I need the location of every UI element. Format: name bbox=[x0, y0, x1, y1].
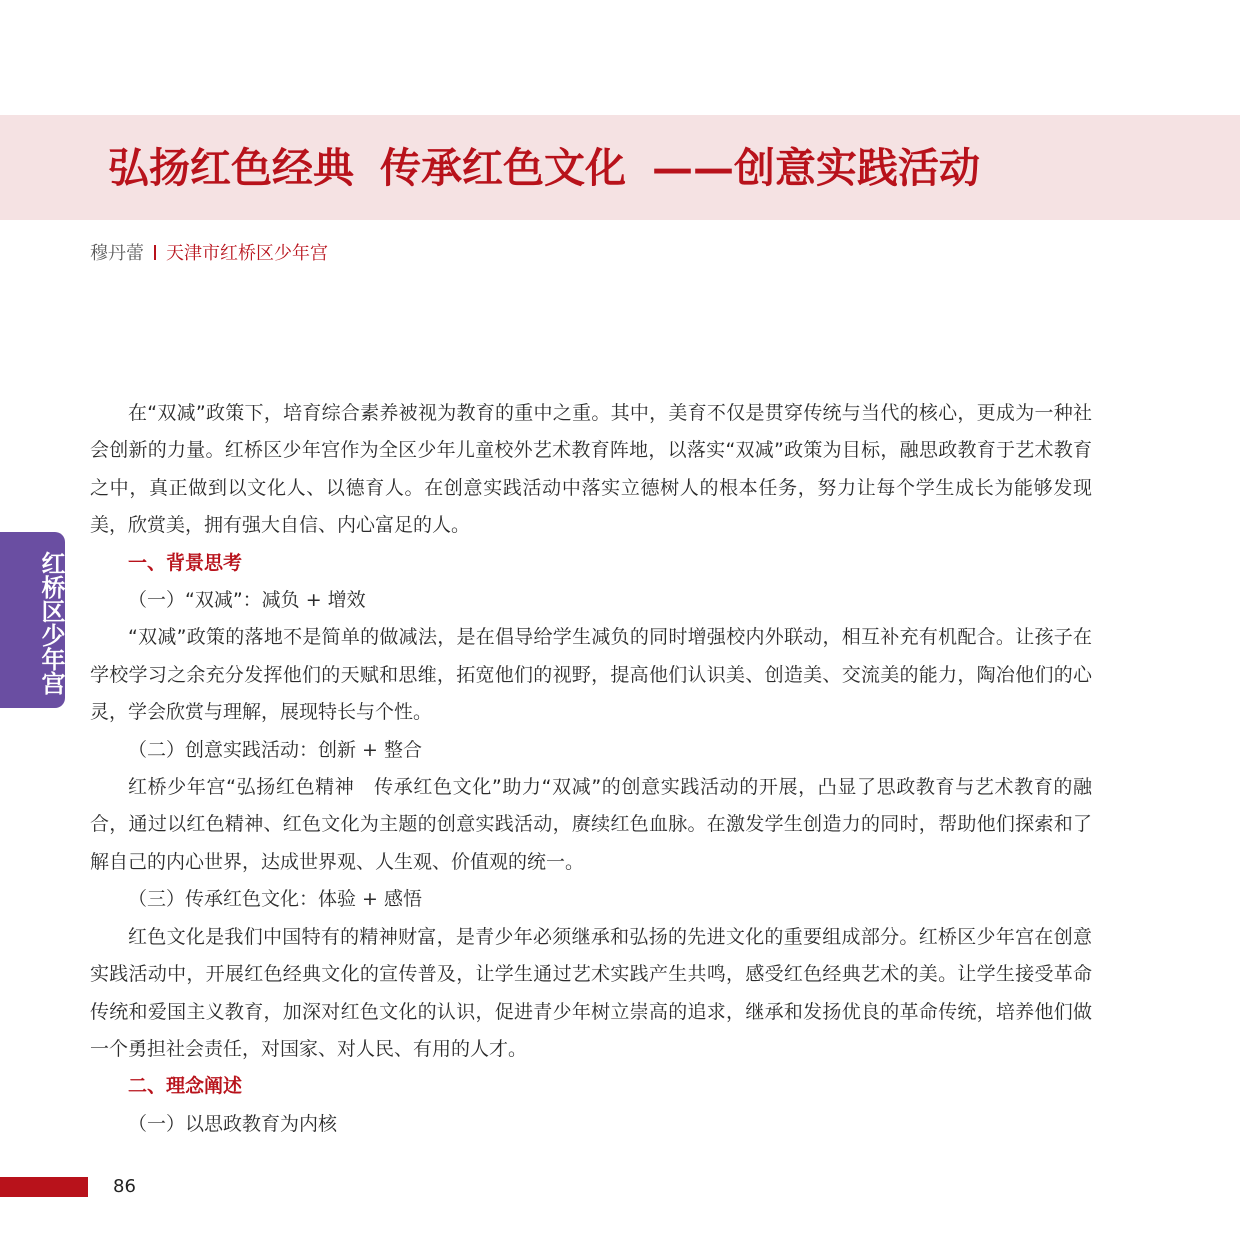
side-tab-label: 红桥区少年宫 bbox=[37, 551, 65, 695]
article-body bbox=[90, 395, 1092, 1143]
subheading-red-culture: （三）传承红色文化：体验 + 感悟 bbox=[128, 888, 422, 911]
paragraph-red-culture: 红色文化是我们中国特有的精神财富，是青少年必须继承和弘扬的先进文化的重要组成部分。红桥区少年宫在创意实践活动中，开展红色经典文化的宣传普及，让学生通过艺术实践产生共鸣，感受红色经典艺术的美。让学生接受革命传统和爱国主义教育，加深对红色文化的认识，促进青少年树立崇高的追求，继承和发扬优良的革命传统，培养他们做一个勇担社会责任，对国家、对人民、有用的人才。 bbox=[90, 925, 1092, 1060]
author-name: 穆丹蕾 bbox=[90, 243, 144, 264]
title-part-3: ——创意实践活动 bbox=[652, 144, 980, 192]
page-number: 86 bbox=[113, 1176, 136, 1197]
byline bbox=[90, 241, 328, 267]
paragraph-creative-practice: 红桥少年宫“弘扬红色精神 传承红色文化”助力“双减”的创意实践活动的开展，凸显了思政教育与艺术教育的融合，通过以红色精神、红色文化为主题的创意实践活动，赓续红色血脉。在激发学生创造力的同时，帮助他们探索和了解自己的内心世界，达成世界观、人生观、价值观的统一。 bbox=[90, 776, 1092, 873]
byline-divider bbox=[154, 245, 156, 260]
paragraph-double-reduction: “双减”政策的落地不是简单的做减法，是在倡导给学生减负的同时增强校内外联动，相互补充有机配合。让孩子在学校学习之余充分发挥他们的天赋和思维，拓宽他们的视野，提高他们认识美、创造美、交流美的能力，陶冶他们的心灵，学会欣赏与理解，展现特长与个性。 bbox=[90, 626, 1092, 724]
subheading-creative-practice: （二）创意实践活动：创新 + 整合 bbox=[128, 738, 422, 761]
section-heading-background: 一、背景思考 bbox=[128, 551, 243, 574]
intro-paragraph: 在“双减”政策下，培育综合素养被视为教育的重中之重。其中，美育不仅是贯穿传统与当代的核心，更成为一种社会创新的力量。红桥区少年宫作为全区少年儿童校外艺术教育阵地，以落实“双减”政策为目标，融思政教育于艺术教育之中，真正做到以文化人、以德育人。在创意实践活动中落实立德树人的根本任务，努力让每个学生成长为能够发现美，欣赏美，拥有强大自信、内心富足的人。 bbox=[90, 402, 1092, 537]
subheading-double-reduction: （一）“双减”：减负 + 增效 bbox=[128, 589, 366, 612]
author-organization: 天津市红桥区少年宫 bbox=[166, 243, 328, 264]
article-title bbox=[108, 140, 980, 196]
section-heading-concept: 二、理念阐述 bbox=[128, 1075, 243, 1098]
subheading-ideology-core: （一）以思政教育为内核 bbox=[128, 1112, 338, 1135]
title-part-1: 弘扬红色经典 bbox=[108, 144, 354, 192]
footer-accent-bar bbox=[0, 1177, 88, 1197]
title-part-2: 传承红色文化 bbox=[380, 144, 626, 192]
